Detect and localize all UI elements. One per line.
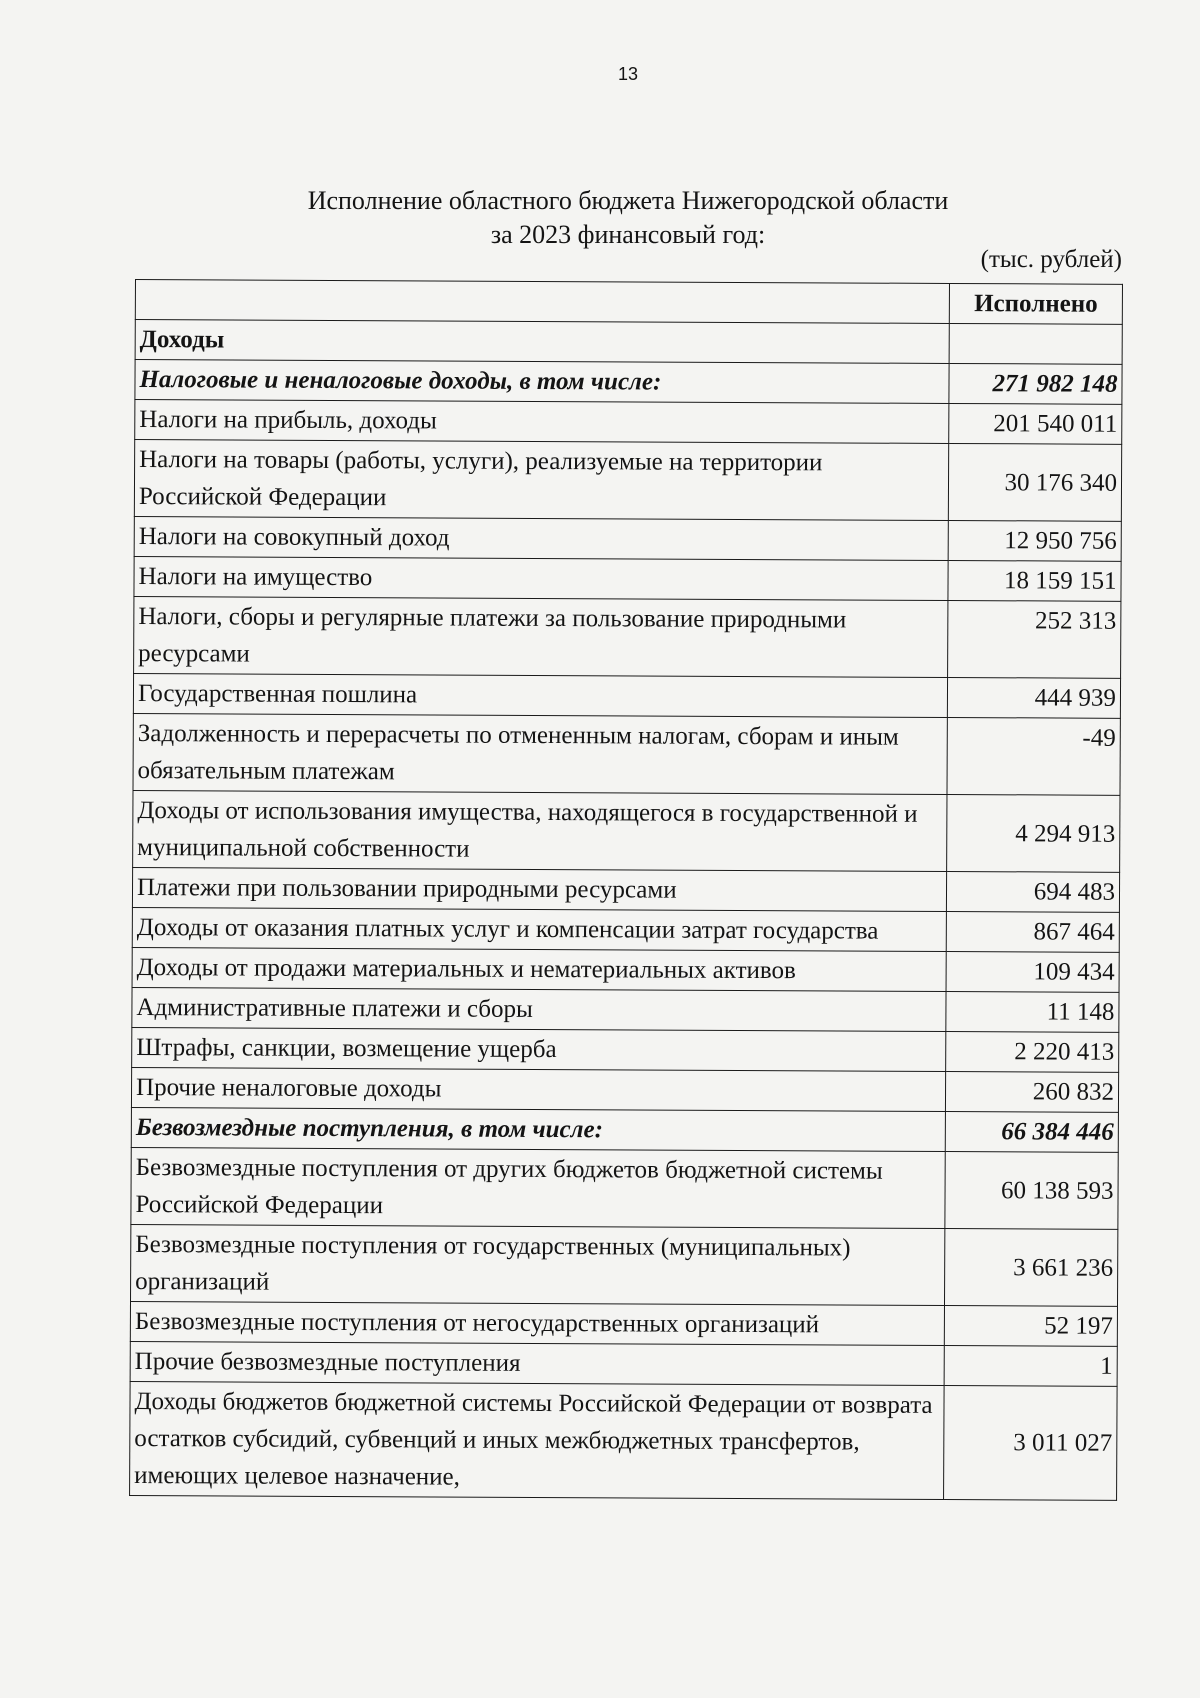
table-row [135,360,1122,405]
table-row [133,673,1120,718]
table-row [133,790,1120,872]
row-value: 60 138 593 [945,1151,1118,1229]
table-row [132,1027,1119,1072]
table-row [134,440,1121,522]
row-value: -49 [947,717,1120,795]
row-label: Налоговые и неналоговые доходы, в том числе: [135,360,949,404]
row-label: Налоги на имущество [134,556,948,600]
table-row [134,516,1121,561]
table-row [130,1301,1117,1346]
row-label: Административные платежи и сборы [132,987,946,1031]
row-value: 867 464 [946,911,1119,952]
row-label: Налоги, сборы и регулярные платежи за пользование природными ресурсами [134,596,948,677]
row-value: 271 982 148 [949,363,1122,404]
document-title [0,184,1200,252]
table-row [132,947,1119,992]
table-row [134,596,1121,678]
budget-table [129,279,1123,1501]
row-label: Доходы от продажи материальных и нематериальных активов [132,947,946,991]
row-label: Налоги на прибыль, доходы [135,400,949,444]
title-line-1: Исполнение областного бюджета Нижегородской области [307,186,949,215]
row-value: 12 950 756 [948,520,1121,561]
table-row [134,556,1121,601]
row-value: 444 939 [947,677,1120,718]
page-number: 13 [617,64,639,84]
unit-label: (тыс. рублей) [980,246,1122,273]
row-label: Безвозмездные поступления от государственных (муниципальных) организаций [131,1224,945,1305]
table-row [135,400,1122,445]
row-label: Платежи при пользовании природными ресурсами [132,867,946,911]
title-line-2: за 2023 финансовый год: [490,220,766,249]
row-value: 30 176 340 [948,443,1121,521]
table-header-row [135,280,1122,325]
table-row [132,907,1119,952]
row-label: Доходы от оказания платных услуг и компенсации затрат государства [132,907,946,951]
row-value: 694 483 [946,871,1119,912]
row-value: 4 294 913 [947,794,1120,872]
row-value [949,323,1122,364]
row-value: 252 313 [948,600,1121,678]
row-label: Задолженность и перерасчеты по отмененным налогам, сборам и иным обязательным платежам [133,713,947,794]
row-label: Штрафы, санкции, возмещение ущерба [132,1027,946,1071]
row-label: Доходы [135,320,949,364]
row-value: 3 661 236 [944,1228,1117,1306]
table-row [131,1147,1118,1229]
table-body [130,320,1123,1501]
row-value: 2 220 413 [946,1031,1119,1072]
table-row [132,867,1119,912]
row-label: Прочие безвозмездные поступления [130,1341,944,1385]
row-value: 18 159 151 [948,560,1121,601]
header-label-cell [135,280,949,324]
header-value-cell: Исполнено [949,283,1122,324]
table-row [131,1107,1118,1152]
row-value: 3 011 027 [944,1385,1118,1500]
row-value: 201 540 011 [949,403,1122,444]
table-row [135,320,1122,365]
row-value: 66 384 446 [945,1111,1118,1152]
row-value: 260 832 [945,1071,1118,1112]
row-label: Безвозмездные поступления, в том числе: [131,1107,945,1151]
table-row [130,1341,1117,1386]
row-label: Налоги на товары (работы, услуги), реализуемые на территории Российской Федерации [134,440,948,521]
row-value: 52 197 [944,1305,1117,1346]
row-value: 11 148 [946,991,1119,1032]
table-row [131,1067,1118,1112]
row-label: Налоги на совокупный доход [134,516,948,560]
row-label: Безвозмездные поступления от негосударственных организаций [130,1301,944,1345]
table-row [130,1381,1118,1500]
row-label: Доходы бюджетов бюджетной системы Российской Федерации от возврата остатков субсидий, субвенций и иных межбюджетных трансфертов, имеющих целевое назначение, [130,1381,945,1499]
row-label: Государственная пошлина [133,673,947,717]
table-row [131,1224,1118,1306]
table-row [133,713,1120,795]
row-value: 1 [944,1345,1117,1386]
table-row [132,987,1119,1032]
row-label: Безвозмездные поступления от других бюджетов бюджетной системы Российской Федерации [131,1147,945,1228]
row-value: 109 434 [946,951,1119,992]
row-label: Доходы от использования имущества, находящегося в государственной и муниципальной собственности [133,790,947,871]
row-label: Прочие неналоговые доходы [131,1067,945,1111]
